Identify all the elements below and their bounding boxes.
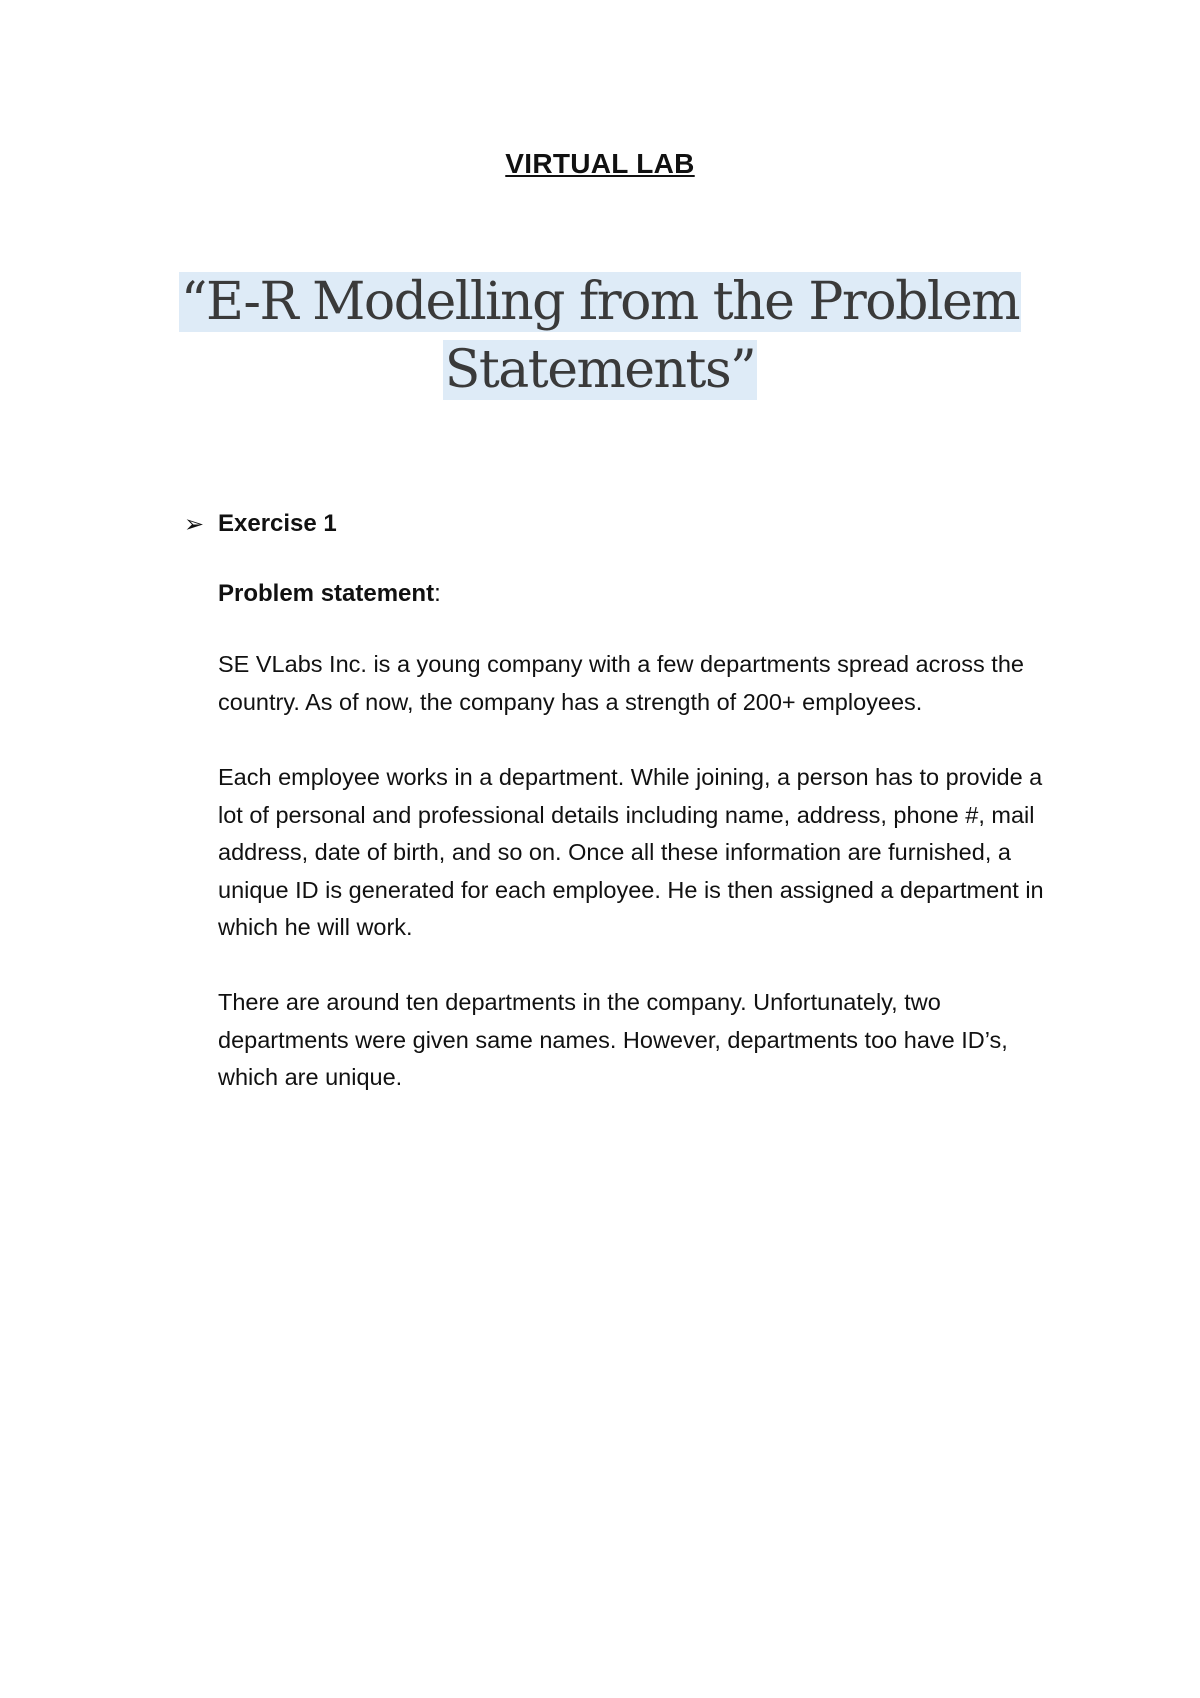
paragraph-departments: There are around ten departments in the company. Unfortunately, two departments were given same names. However, departments too have ID’s, which are unique.: [218, 989, 1008, 1090]
exercise-label: Exercise 1: [218, 510, 337, 537]
title-line-1: “E-R Modelling from the Problem: [180, 272, 1020, 332]
page-heading: VIRTUAL LAB: [505, 148, 695, 179]
problem-statement-colon: :: [434, 580, 441, 607]
paragraph-company: SE VLabs Inc. is a young company with a few departments spread across the country. As of now, the company has a strength of 200+ employees.: [218, 651, 1024, 715]
arrow-bullet-icon: ➢: [184, 511, 205, 538]
problem-statement-text: Problem statement: [218, 580, 435, 607]
paragraph-employee: Each employee works in a department. While joining, a person has to provide a lot of personal and professional details including name, address, phone #, mail address, date of birth, and so on. Once all these information are furnished, a unique ID is generated for each employee. He is then assigned a department in which he will work.: [218, 764, 1044, 940]
document-title: [0, 268, 1200, 404]
problem-statement-label: [218, 580, 441, 608]
title-line-2: Statements”: [444, 340, 756, 400]
